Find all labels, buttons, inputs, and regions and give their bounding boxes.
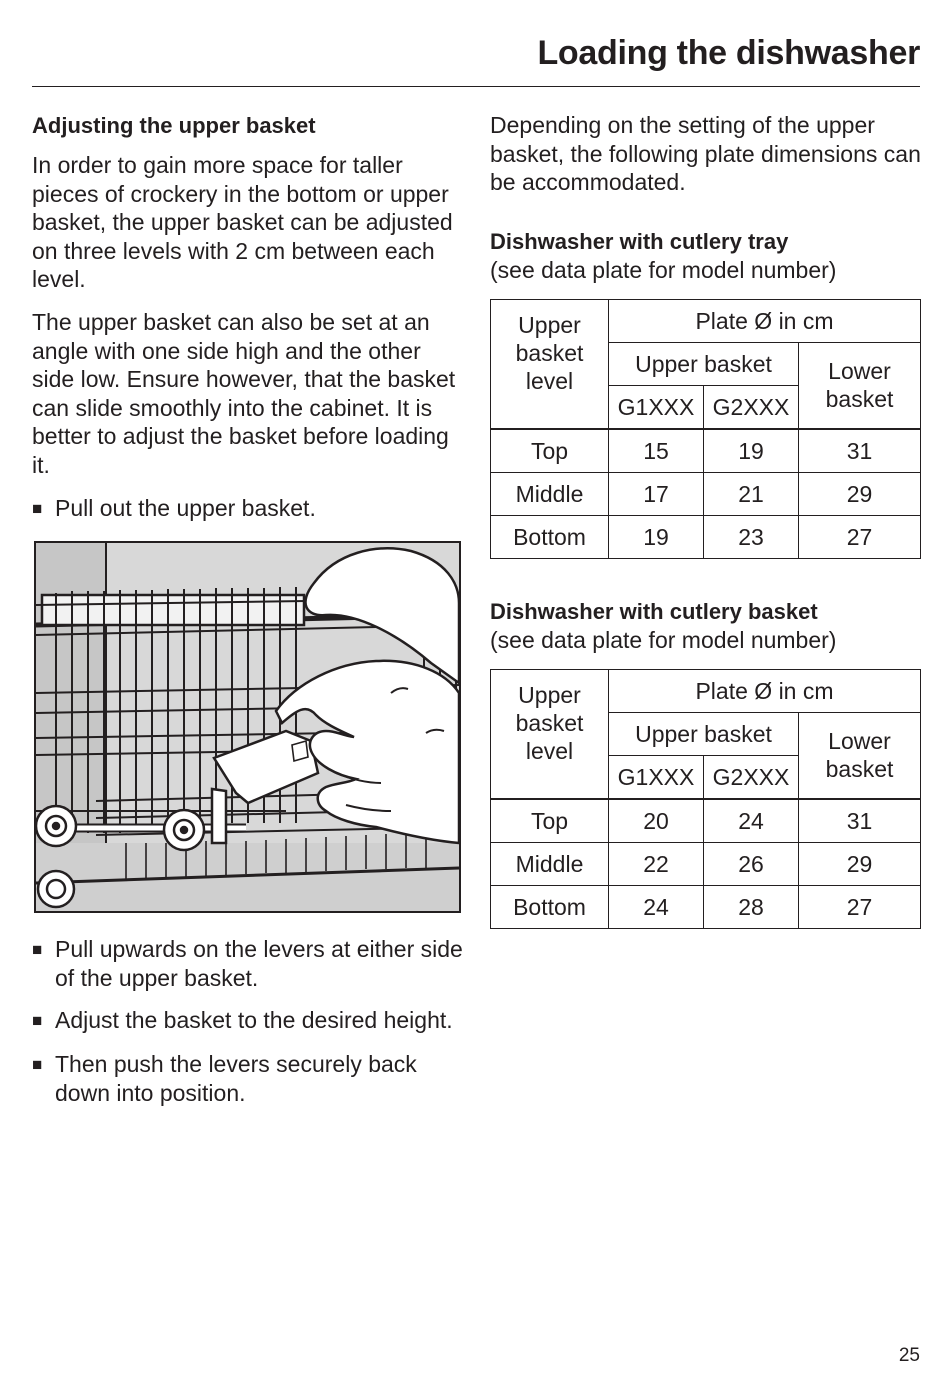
- cell-level: Middle: [491, 842, 609, 885]
- table-row: [491, 842, 921, 885]
- bullet-square-icon: ■: [32, 940, 43, 960]
- header-divider: [32, 86, 920, 87]
- header-g1xxx: G1XXX: [609, 755, 704, 799]
- cell-g2: 24: [704, 799, 799, 843]
- table-subtitle: (see data plate for model number): [490, 256, 837, 283]
- cell-lower: 29: [799, 472, 921, 515]
- header-upper-basket: Upper basket: [609, 712, 799, 755]
- cell-lower: 31: [799, 429, 921, 473]
- cell-g1: 19: [609, 515, 704, 558]
- cell-level: Bottom: [491, 515, 609, 558]
- cell-lower: 27: [799, 515, 921, 558]
- cell-level: Top: [491, 799, 609, 843]
- instruction-text: Pull out the upper basket.: [55, 494, 316, 521]
- table-title-cutlery-basket: Dishwasher with cutlery basket: [490, 598, 818, 624]
- bullet-square-icon: ■: [32, 1054, 43, 1074]
- cell-g1: 22: [609, 842, 704, 885]
- header-g2xxx: G2XXX: [704, 755, 799, 799]
- basket-illustration: [34, 541, 461, 913]
- page-number: 25: [898, 1345, 920, 1366]
- cell-g2: 28: [704, 885, 799, 928]
- instruction-step-4: [32, 1050, 464, 1107]
- header-plate-diameter: Plate Ø in cm: [609, 299, 921, 342]
- table-row: [491, 472, 921, 515]
- table-row: [491, 515, 921, 558]
- cell-lower: 31: [799, 799, 921, 843]
- cell-g2: 26: [704, 842, 799, 885]
- plate-table-cutlery-basket: [490, 669, 921, 929]
- bullet-square-icon: ■: [32, 1011, 43, 1031]
- header-lower-basket: Lower basket: [799, 712, 921, 799]
- table-row: [491, 885, 921, 928]
- instruction-text: Adjust the basket to the desired height.: [55, 1007, 453, 1034]
- instruction-text: Pull upwards on the levers at either side of the upper basket.: [55, 936, 463, 991]
- instruction-step-1: [32, 494, 464, 524]
- section-heading: Adjusting the upper basket: [32, 113, 316, 138]
- cell-g2: 23: [704, 515, 799, 558]
- header-lower-basket: Lower basket: [799, 342, 921, 429]
- instruction-step-3: [32, 1006, 464, 1036]
- cell-level: Middle: [491, 472, 609, 515]
- cell-lower: 29: [799, 842, 921, 885]
- cell-g2: 19: [704, 429, 799, 473]
- cell-g1: 20: [609, 799, 704, 843]
- cell-lower: 27: [799, 885, 921, 928]
- plate-table-cutlery-tray: [490, 299, 921, 559]
- table-row: [491, 799, 921, 843]
- intro-paragraph: In order to gain more space for taller pieces of crockery in the bottom or upper basket, the upper basket can be adjusted on three levels with 2 cm between each level.: [32, 152, 453, 293]
- cell-level: Bottom: [491, 885, 609, 928]
- cell-g1: 15: [609, 429, 704, 473]
- header-g1xxx: G1XXX: [609, 385, 704, 429]
- cell-level: Top: [491, 429, 609, 473]
- left-column: [32, 111, 464, 1121]
- table-subtitle: (see data plate for model number): [490, 626, 837, 653]
- instruction-step-2: [32, 935, 464, 992]
- page-title: Loading the dishwasher: [537, 34, 920, 72]
- header-level: Upper basket level: [491, 299, 609, 429]
- table-row: [491, 429, 921, 473]
- cell-g1: 24: [609, 885, 704, 928]
- cell-g1: 17: [609, 472, 704, 515]
- instruction-text: Then push the levers securely back down into position.: [55, 1050, 417, 1106]
- header-upper-basket: Upper basket: [609, 342, 799, 385]
- header-g2xxx: G2XXX: [704, 385, 799, 429]
- hand-adjusting-basket-lever-illustration: [36, 543, 459, 911]
- header-plate-diameter: Plate Ø in cm: [609, 669, 921, 712]
- angle-paragraph: The upper basket can also be set at an angle with one side high and the other side low. Ensure however, that the basket can slide smoothly into the cabinet. It is better to adjust the basket before loading it.: [32, 308, 456, 478]
- bullet-square-icon: ■: [32, 498, 43, 518]
- dimensions-intro: Depending on the setting of the upper basket, the following plate dimensions can be accommodated.: [490, 112, 921, 196]
- table-title-cutlery-tray: Dishwasher with cutlery tray: [490, 228, 789, 254]
- cell-g2: 21: [704, 472, 799, 515]
- header-level: Upper basket level: [491, 669, 609, 799]
- right-column: [490, 111, 922, 929]
